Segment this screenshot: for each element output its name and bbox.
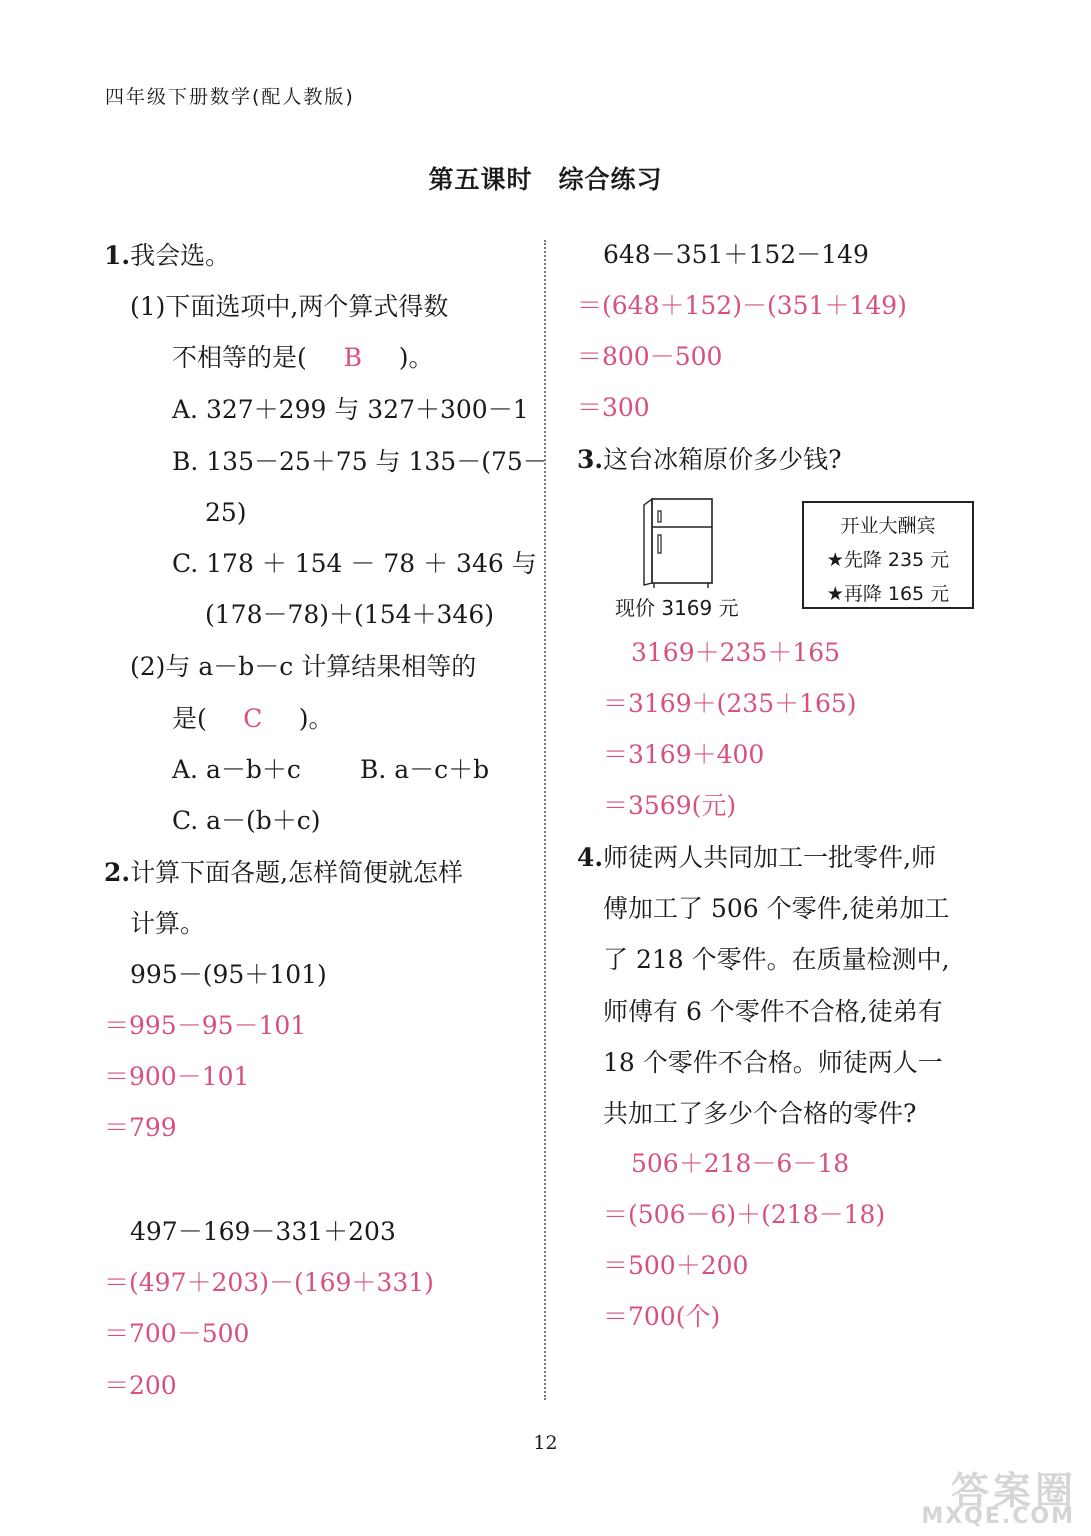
q2-expr2-step3: ＝200 (104, 1371, 177, 1400)
book-header: 四年级下册数学(配人教版) (105, 86, 355, 108)
q2-number: 2. (104, 858, 131, 887)
q2-expr3-step1: ＝(648＋152)－(351＋149) (577, 291, 907, 320)
q1-part2-suffix: )。 (298, 704, 334, 733)
watermark-logo (847, 1460, 1077, 1530)
q3-solution-line3: ＝3169＋400 (603, 740, 765, 769)
q3-text: 这台冰箱原价多少钱? (603, 445, 842, 474)
q3-solution-line1: 3169＋235＋165 (631, 638, 841, 667)
q1-heading (104, 240, 230, 272)
page-number: 12 (533, 1432, 558, 1454)
q4-line3: 了 218 个零件。在质量检测中, (603, 945, 950, 974)
q2-expr2-step1: ＝(497＋203)－(169＋331) (104, 1268, 434, 1297)
current-price-caption: 现价 3169 元 (615, 596, 739, 620)
q2-expr2-problem: 497－169－331＋203 (130, 1217, 396, 1246)
q1-part2-answer: C (243, 704, 263, 733)
q1-part2-line1: (2)与 a－b－c 计算结果相等的 (130, 652, 477, 681)
q1-part2-option-a: A. a－b＋c (172, 755, 301, 784)
q1-part1-suffix: )。 (398, 343, 434, 372)
q1-option-b-line1: B. 135－25＋75 与 135－(75－ (172, 447, 548, 476)
q4-text-line1: 师徒两人共同加工一批零件,师 (603, 843, 937, 872)
q4-solution-line3: ＝500＋200 (603, 1251, 749, 1280)
q4-solution-line4: ＝700(个) (603, 1302, 721, 1331)
q2-heading-line2: 计算。 (130, 909, 206, 938)
q2-expr1-problem: 995－(95＋101) (130, 960, 327, 989)
q1-part1-line1: (1)下面选项中,两个算式得数 (130, 292, 449, 321)
q1-option-b-line2: 25) (205, 498, 247, 527)
q2-heading-line1 (104, 857, 463, 889)
q2-expr3-step2: ＝800－500 (577, 342, 723, 371)
q2-expr1-step1: ＝995－95－101 (104, 1011, 307, 1040)
q4-number: 4. (577, 843, 604, 872)
q2-expr3-step3: ＝300 (577, 393, 650, 422)
q4-line5: 18 个零件不合格。师徒两人一 (603, 1048, 943, 1077)
q4-line2: 傅加工了 506 个零件,徒弟加工 (603, 894, 950, 923)
promo-discount-1: ★先降 235 元 (826, 549, 950, 571)
q4-line4: 师傅有 6 个零件不合格,徒弟有 (603, 997, 943, 1026)
q2-expr1-step2: ＝900－101 (104, 1062, 250, 1091)
q2-expr2-step2: ＝700－500 (104, 1319, 250, 1348)
q2-expr1-step3: ＝799 (104, 1113, 177, 1142)
q4-solution-line2: ＝(506－6)＋(218－18) (603, 1200, 886, 1229)
q4-line1 (577, 842, 936, 874)
q1-part1-prefix: 不相等的是( (172, 343, 307, 372)
refrigerator-icon (640, 497, 716, 589)
q3-solution-line2: ＝3169＋(235＋165) (603, 689, 857, 718)
lesson-title: 第五课时 综合练习 (428, 165, 663, 194)
q1-part2-option-b: B. a－c＋b (360, 755, 490, 784)
promo-title: 开业大酬宾 (840, 515, 936, 537)
watermark-url: MXQE.COM (921, 1504, 1075, 1529)
q1-part1-line2 (172, 342, 434, 374)
q3-solution-line4: ＝3569(元) (603, 791, 737, 820)
q1-part2-option-c: C. a－(b＋c) (172, 806, 321, 835)
q1-text: 我会选。 (130, 241, 231, 270)
q2-text-line1: 计算下面各题,怎样简便就怎样 (130, 858, 464, 887)
q4-solution-line1: 506＋218－6－18 (631, 1149, 850, 1178)
q3-number: 3. (577, 445, 604, 474)
q2-expr3-problem: 648－351＋152－149 (603, 240, 869, 269)
q3-heading (577, 444, 842, 476)
q1-part2-line2 (172, 703, 334, 735)
q1-number: 1. (104, 241, 131, 270)
column-divider (544, 240, 546, 1400)
q1-part1-answer: B (343, 343, 362, 372)
q4-line6: 共加工了多少个合格的零件? (603, 1099, 917, 1128)
q1-option-c-line2: (178－78)＋(154＋346) (205, 600, 494, 629)
q1-part2-prefix: 是( (172, 704, 207, 733)
watermark-text: 答案圈 (950, 1469, 1077, 1513)
promotion-box (802, 501, 974, 609)
promo-discount-2: ★再降 165 元 (826, 583, 950, 605)
q1-option-a: A. 327＋299 与 327＋300－1 (172, 395, 529, 424)
q1-option-c-line1: C. 178 ＋ 154 － 78 ＋ 346 与 (172, 549, 537, 578)
